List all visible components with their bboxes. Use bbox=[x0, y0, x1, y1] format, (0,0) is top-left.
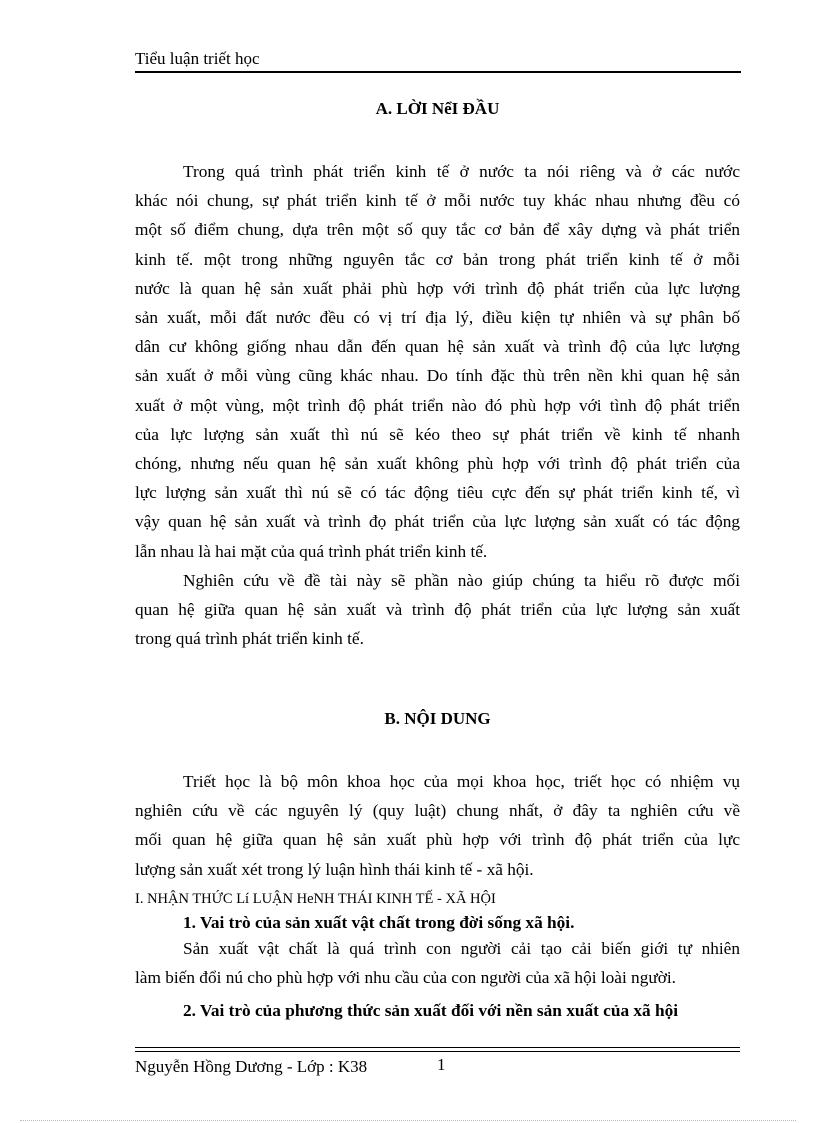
text-line: Triết học là bộ môn khoa học của mọi khoa học, triết học có nhiệm vụ bbox=[183, 772, 740, 791]
text-line: Trong quá trình phát triển kinh tế ở nước ta nói riêng và ở các nước bbox=[183, 162, 740, 181]
footer-author: Nguyễn Hồng Dương - Lớp : K38 bbox=[135, 1057, 368, 1076]
section-title-1: I. NHẬN THỨC Lí LUẬN HeNH THÁI KINH TẾ - XÃ HỘI bbox=[135, 891, 496, 907]
page-number: 1 bbox=[437, 1055, 446, 1074]
text-line: khác nói chung, sự phát triển kinh tế ở mỗi nước tuy khác nhau nhưng đều có bbox=[135, 191, 740, 211]
text-line: kinh tế. một trong những nguyên tắc cơ bản trong phát triển kinh tế ở mỗi bbox=[135, 249, 740, 269]
text-line: nước là quan hệ sản xuất phải phù hợp với trình độ phát triển của lực lượng bbox=[135, 278, 740, 298]
subsection-title-2: 2. Vai trò của phương thức sản xuất đối với nền sản xuất của xã hội bbox=[183, 1001, 679, 1020]
paragraph-philosophy bbox=[135, 767, 740, 884]
heading-a: A. LỜI NểI ĐẦU bbox=[375, 99, 500, 118]
page-edge-dots bbox=[20, 1120, 796, 1121]
text-line: lực lượng sản xuất thì nú sẽ có tác động tiêu cực đến sự phát triển kinh tế, vì bbox=[135, 483, 740, 503]
text-line: chóng, nhưng nếu quan hệ sản xuất không phù hợp với trình độ phát triển của bbox=[135, 454, 740, 474]
running-header: Tiểu luận triết học bbox=[135, 49, 260, 68]
text-line: Nghiên cứu về đề tài này sẽ phần nào giúp chúng ta hiểu rõ được mối bbox=[183, 570, 740, 590]
text-line: trong quá trình phát triển kinh tế. bbox=[135, 629, 364, 649]
paragraph-production bbox=[135, 934, 740, 992]
subsection-title-1: 1. Vai trò của sản xuất vật chất trong đời sống xã hội. bbox=[183, 913, 575, 932]
text-line: một số điểm chung, dựa trên một số quy tắc cơ bản để xây dựng và phát triển bbox=[135, 220, 740, 240]
text-line: mối quan hệ giữa quan hệ sản xuất phù hợp với trình độ phát triển của lực bbox=[135, 830, 740, 850]
text-line: sản xuất, mỗi đất nước đều có vị trí địa lý, điều kiện tự nhiên và sự phân bố bbox=[135, 308, 740, 328]
text-line: sản xuất ở mỗi vùng cũng khác nhau. Do tính đặc thù trên nền khi quan hệ sản bbox=[135, 366, 740, 386]
text-line: xuất ở một vùng, một trình độ phát triển nào đó phù hợp với tình độ phát triển bbox=[135, 395, 740, 415]
text-line: Sản xuất vật chất là quá trình con người cải tạo cải biến giới tự nhiên bbox=[183, 939, 740, 958]
text-line: làm biến đổi nú cho phù hợp với nhu cầu của con người của xã hội loài người. bbox=[135, 968, 676, 988]
text-line: lẫn nhau là hai mặt của quá trình phát triển kinh tế. bbox=[135, 541, 488, 561]
header-rule bbox=[135, 71, 741, 73]
footer-rule bbox=[135, 1047, 740, 1048]
text-line: nghiên cứu về các nguyên lý (quy luật) chung nhất, ở đây ta nghiên cứu về bbox=[135, 801, 740, 821]
text-line: vậy quan hệ sản xuất và trình đọ phát triển của lực lượng sản xuất có tác động bbox=[135, 512, 740, 532]
text-line: quan hệ giữa quan hệ sản xuất và trình độ phát triển của lực lượng sản xuất bbox=[135, 600, 740, 620]
text-line: dân cư không giống nhau dẫn đến quan hệ sản xuất và trình độ của lực lượng bbox=[135, 337, 740, 357]
text-line: của lực lượng sản xuất thì nú sẽ kéo theo sự phát triển về kinh tế nhanh bbox=[135, 424, 740, 444]
text-line: lượng sản xuất xét trong lý luận hình thái kinh tế - xã hội. bbox=[135, 859, 534, 879]
footer-rule bbox=[135, 1051, 740, 1052]
heading-b: B. NỘI DUNG bbox=[384, 709, 491, 728]
paragraph-intro bbox=[135, 157, 740, 653]
